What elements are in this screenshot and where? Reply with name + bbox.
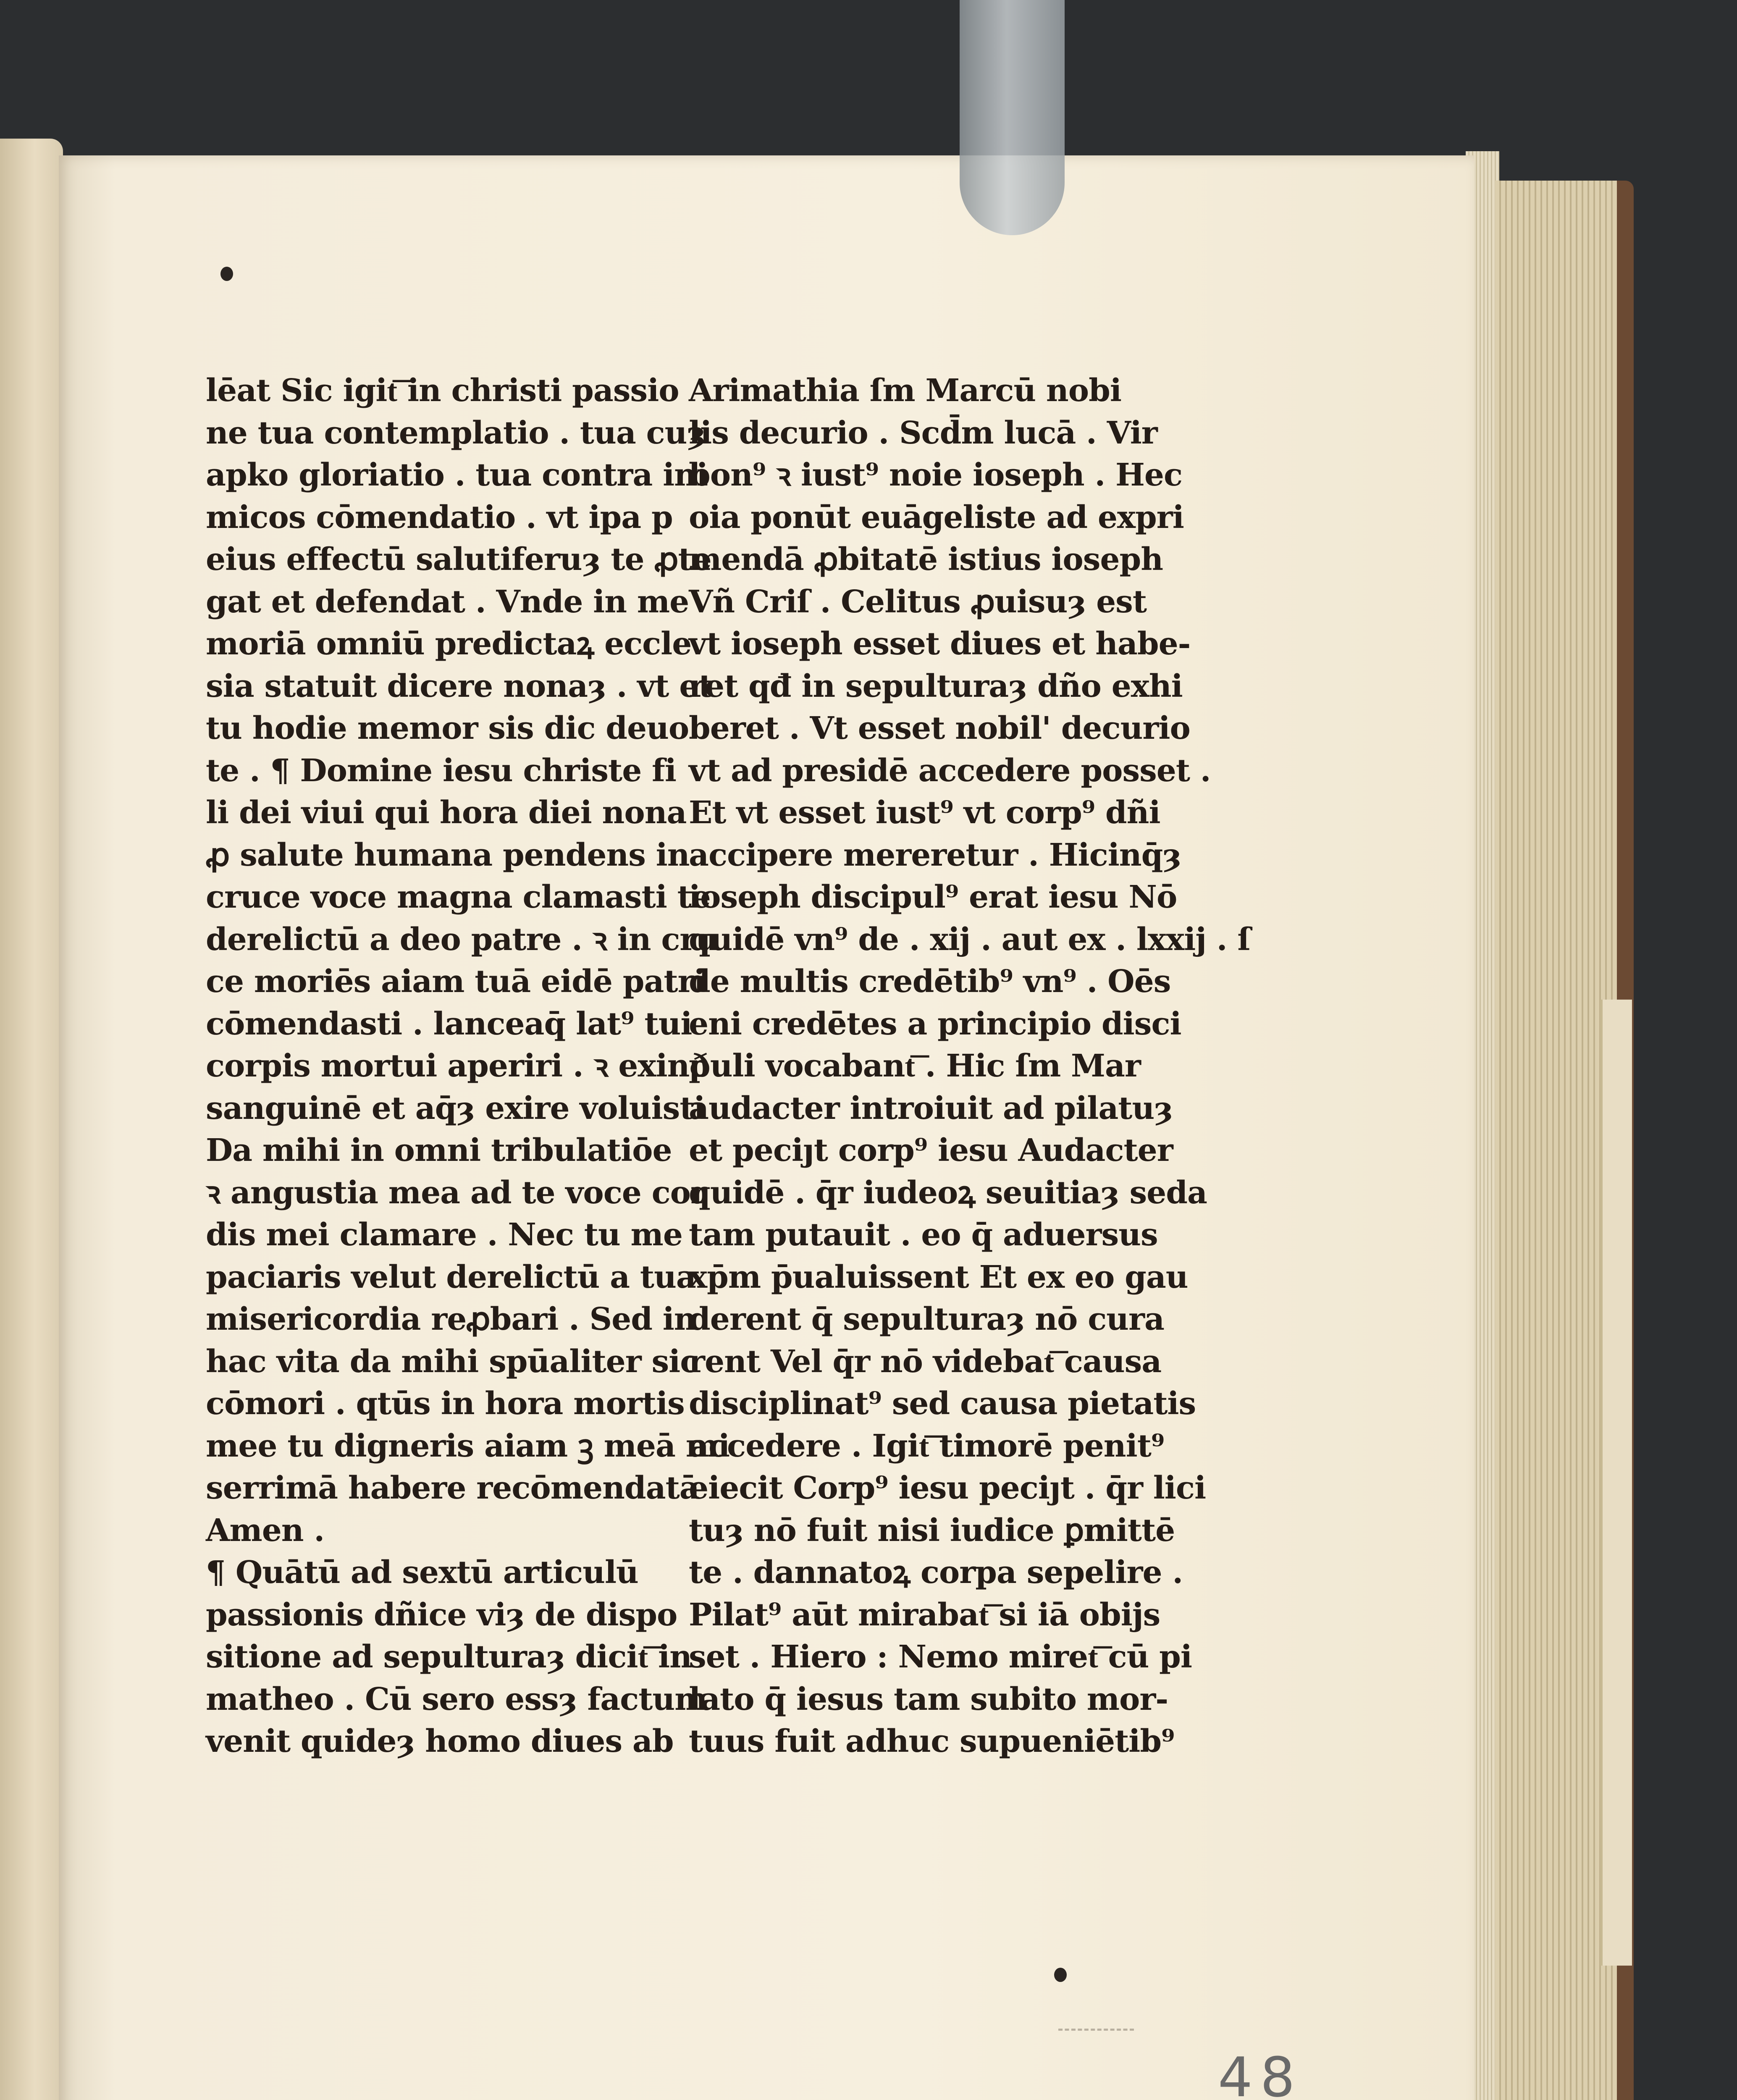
text-line: te . dannatoꝝ corpa sepelire .: [689, 1554, 1183, 1591]
top-page-clip: [960, 0, 1065, 235]
text-line: eiecit Corp⁹ iesu peciȷt . q̄r lici: [689, 1470, 1206, 1506]
text-block: [206, 370, 1251, 1819]
text-line: derent q̄ sepulturaȝ nō cura: [689, 1301, 1164, 1337]
text-line: ce moriēs aiam tuā eidē patri: [206, 963, 705, 1000]
text-line: rent Vel q̄r nō videbat͞ causa: [689, 1343, 1162, 1380]
paper-slip: [1600, 1000, 1632, 1966]
text-line: ¶ Quātū ad sextū articulū: [206, 1554, 638, 1591]
text-line: Da mihi in omni tribulatiōe: [206, 1132, 672, 1168]
text-line: lēat Sic igit͞ in christi passio: [206, 373, 679, 409]
text-line: apko gloriatio . tua contra ini: [206, 457, 708, 493]
page-dot-top: [220, 267, 233, 281]
text-line: li dei viui qui hora diei nona: [206, 795, 687, 831]
text-line: venit quideȝ homo diues ab: [206, 1723, 674, 1759]
text-line: cōmendasti . lanceaq̄ lat⁹ tui: [206, 1005, 692, 1042]
text-line: et peciȷt corp⁹ iesu Audacter: [689, 1132, 1173, 1168]
text-line: lato q̄ iesus tam subito mor-: [689, 1681, 1168, 1717]
text-line: vt ioseph esset diues et habe-: [689, 626, 1191, 662]
text-column-right: [689, 370, 1251, 1763]
folio-number: 48: [1218, 2045, 1303, 2100]
text-line: misericordia reꝓbari . Sed in: [206, 1301, 696, 1337]
text-line: paciaris velut derelictū a tua: [206, 1259, 696, 1295]
text-line: tuȝ nō fuit nisi iudice ꝑmittē: [689, 1512, 1175, 1549]
text-line: puli vocabant͞ . Hic ſm Mar: [689, 1048, 1141, 1084]
text-line: lis decurio . Scd̄m lucā . Vir: [689, 415, 1157, 451]
text-line: de multis credētib⁹ vn⁹ . Oēs: [689, 963, 1171, 1000]
text-line: derelictū a deo patre . ꝛ in cru: [206, 921, 718, 958]
text-line: corpis mortui aperiri . ꝛ exinð: [206, 1048, 710, 1084]
text-line: dis mei clamare . Nec tu me: [206, 1217, 682, 1253]
text-line: ꝓ salute humana pendens in: [206, 837, 690, 873]
text-line: eni credētes a principio disci: [689, 1005, 1181, 1042]
text-line: Arimathia ſm Marcū nobi: [689, 373, 1121, 409]
text-line: sanguinē et aq̄ȝ exire voluisti: [206, 1090, 705, 1126]
text-line: Vñ Criſ . Celitus ꝓuisuȝ est: [689, 583, 1147, 620]
text-line: accedere . Igit͞ timorē penit⁹: [689, 1428, 1165, 1464]
text-line: tam putauit . eo q̄ aduersus: [689, 1217, 1158, 1253]
text-line: xp̄m p̄ualuissent Et ex eo gau: [689, 1259, 1188, 1295]
text-line: ret qđ in sepulturaȝ dño exhi: [689, 668, 1183, 704]
text-line: cruce voce magna clamasti te: [206, 879, 711, 915]
text-line: disciplinat⁹ sed causa pietatis: [689, 1386, 1196, 1422]
text-line: mee tu digneris aiam ꝫ meā mi: [206, 1428, 730, 1464]
pencil-mark: [1058, 2029, 1134, 2033]
text-line: set . Hiero : Nemo miret͞ cū pi: [689, 1639, 1192, 1675]
text-line: bon⁹ ꝛ iust⁹ noie ioseph . Hec: [689, 457, 1183, 493]
text-line: ne tua contemplatio . tua cuȝ: [206, 415, 706, 451]
text-line: beret . Vt esset nobil' decurio: [689, 710, 1190, 746]
text-line: quidē . q̄r iudeoꝝ seuitiaȝ seda: [689, 1174, 1207, 1211]
text-line: vt ad presidē accedere posset .: [689, 752, 1211, 789]
text-line: mendā ꝓbitatē istius ioseph: [689, 541, 1163, 578]
text-line: eius effectū salutiferuȝ te ꝓte: [206, 541, 711, 578]
page-dot-bottom: [1054, 1968, 1067, 1982]
text-column-left: [206, 370, 730, 1763]
text-line: Et vt esset iust⁹ vt corp⁹ dñi: [689, 795, 1160, 831]
text-line: passionis dñice viȝ de dispo: [206, 1596, 677, 1633]
text-line: Amen .: [206, 1512, 325, 1549]
text-line: hac vita da mihi spūaliter sic: [206, 1343, 699, 1380]
text-line: matheo . Cū sero essȝ factum: [206, 1681, 707, 1717]
text-line: ioseph discipul⁹ erat iesu Nō: [689, 879, 1177, 915]
text-line: sitione ad sepulturaȝ dicit͞ in: [206, 1639, 692, 1675]
text-line: accipere mereretur . Hicinq̄ȝ: [689, 837, 1181, 873]
text-line: ꝛ angustia mea ad te voce cor: [206, 1174, 707, 1211]
text-line: tuus fuit adhuc supueniētib⁹: [689, 1723, 1175, 1759]
text-line: micos cōmendatio . vt ipa p: [206, 499, 673, 536]
text-line: moriā omniū predictaꝝ eccle: [206, 626, 692, 662]
text-line: gat et defendat . Vnde in me: [206, 583, 689, 620]
text-line: serrimā habere recōmendatā: [206, 1470, 699, 1506]
text-line: tu hodie memor sis dic deuo: [206, 710, 689, 746]
text-line: audacter introiuit ad pilatuȝ: [689, 1090, 1173, 1126]
text-line: oia ponūt euāgeliste ad expri: [689, 499, 1184, 536]
text-line: te . ¶ Domine iesu christe fi: [206, 752, 676, 789]
text-line: sia statuit dicere nonaȝ . vt et: [206, 668, 713, 704]
text-line: Pilat⁹ aūt mirabat͞ si iā obijs: [689, 1596, 1160, 1633]
text-line: quidē vn⁹ de . xij . aut ex . lxxij . ſ: [689, 921, 1251, 958]
left-page-edge: [0, 139, 63, 2100]
text-line: cōmori . qtūs in hora mortis: [206, 1386, 685, 1422]
